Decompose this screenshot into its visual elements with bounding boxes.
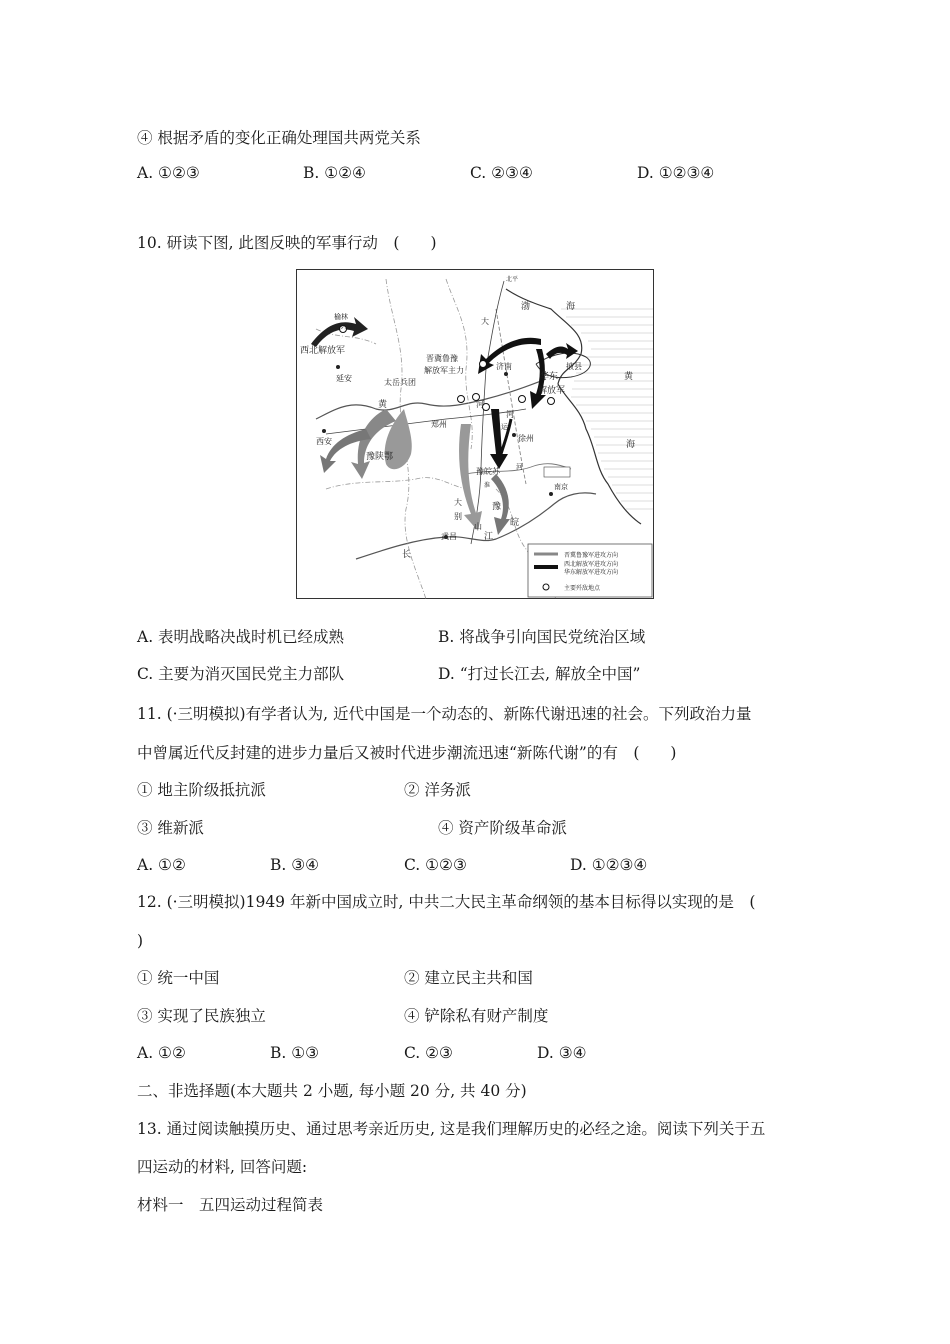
map-place-label: 海 xyxy=(566,302,576,312)
map-place-label: 海 xyxy=(626,440,636,450)
map-place-label: 徐州 xyxy=(518,434,534,443)
map-place-label: 豫 xyxy=(492,502,502,512)
q11-item-3: ③ 维新派 xyxy=(137,819,204,837)
map-place-label: 武昌 xyxy=(441,532,457,541)
map-place-label: 北平 xyxy=(506,276,519,283)
q12-item-2: ② 建立民主共和国 xyxy=(404,969,533,987)
map-place-label: 晋冀鲁豫 xyxy=(426,354,458,363)
map-place-label: 大 xyxy=(454,498,462,507)
q9-option-d[interactable]: D. ①②③④ xyxy=(637,164,715,182)
map-place-label: 延安 xyxy=(336,374,352,383)
legend-label: 主要歼敌地点 xyxy=(564,585,601,592)
map-place-label: 运 xyxy=(501,423,508,431)
legend-swatch-3 xyxy=(543,584,549,590)
map-place-label: 解放军 xyxy=(538,386,566,396)
map-place-label: 江 xyxy=(484,532,494,542)
q11-item-4: ④ 资产阶级革命派 xyxy=(438,819,567,837)
q11-option-d[interactable]: D. ①②③④ xyxy=(570,856,648,874)
map-place-label: 大 xyxy=(481,317,489,326)
q12-option-b[interactable]: B. ①③ xyxy=(270,1044,320,1062)
map-place-label: 华东 xyxy=(540,372,559,382)
map-place-label: 西安 xyxy=(316,437,332,446)
map-place-label: 别 xyxy=(454,512,462,521)
q12-item-1: ① 统一中国 xyxy=(137,969,220,987)
q9-item-4: ④ 根据矛盾的变化正确处理国共两党关系 xyxy=(137,129,421,147)
legend-label: 晋冀鲁豫军进攻方向 xyxy=(564,552,619,559)
map-place-label: 沙家店 xyxy=(338,324,357,331)
map-place-label: 郑州 xyxy=(431,420,447,429)
map-place-label: 淮 xyxy=(484,482,491,489)
q9-option-c[interactable]: C. ②③④ xyxy=(470,164,533,182)
map-place-label: 黄 xyxy=(378,400,388,410)
map-place-label: 皖 xyxy=(510,518,520,528)
map-place-label: 豫皖苏 xyxy=(476,467,500,476)
q10-option-d[interactable]: D. “打过长江去, 解放全中国” xyxy=(438,665,641,683)
legend-label: 华东解放军进攻方向 xyxy=(564,569,619,576)
q12-option-d[interactable]: D. ③④ xyxy=(537,1044,587,1062)
map-place-label: 黄 xyxy=(624,372,634,382)
capital-marker xyxy=(544,467,570,477)
map-place-label: 山 xyxy=(474,522,482,531)
q11-item-1: ① 地主阶级抵抗派 xyxy=(137,781,266,799)
q9-option-a[interactable]: A. ①②③ xyxy=(137,164,200,182)
q12-option-c[interactable]: C. ②③ xyxy=(404,1044,453,1062)
map-place-label: 济南 xyxy=(496,362,512,371)
q12-stem-line1: 12. (·三明模拟)1949 年新中国成立时, 中共二大民主革命纲领的基本目标得以实现的是 ( xyxy=(137,893,756,911)
map-place-label: 榆林 xyxy=(334,313,348,321)
q12-item-4: ④ 铲除私有财产制度 xyxy=(404,1007,549,1025)
q13-stem-line1: 13. 通过阅读触摸历史、通过思考亲近历史, 这是我们理解历史的必经之途。阅读下列关于五 xyxy=(137,1120,766,1138)
q12-option-a[interactable]: A. ①② xyxy=(137,1044,186,1062)
q12-stem-line2: ) xyxy=(137,932,144,950)
q11-item-2: ② 洋务派 xyxy=(404,781,471,799)
q10-option-c[interactable]: C. 主要为消灭国民党主力部队 xyxy=(137,665,345,683)
q10-stem: 10. 研读下图, 此图反映的军事行动 ( ) xyxy=(137,234,437,252)
q11-option-c[interactable]: C. ①②③ xyxy=(404,856,467,874)
map-place-label: 太岳兵团 xyxy=(384,378,416,387)
q12-item-3: ③ 实现了民族独立 xyxy=(137,1007,266,1025)
q11-stem-line1: 11. (·三明模拟)有学者认为, 近代中国是一个动态的、新陈代谢迅速的社会。下列政治力量 xyxy=(137,705,752,723)
q10-option-a[interactable]: A. 表明战略决战时机已经成熟 xyxy=(137,628,345,646)
map-place-label: 河 xyxy=(516,463,523,471)
legend-label: 西北解放军进攻方向 xyxy=(564,561,619,568)
q11-option-a[interactable]: A. ①② xyxy=(137,856,186,874)
map-place-label: 长 xyxy=(402,550,412,560)
map-place-label: 河 xyxy=(506,410,514,419)
q11-option-b[interactable]: B. ③④ xyxy=(270,856,320,874)
q10-option-b[interactable]: B. 将战争引向国民党统治区域 xyxy=(438,628,646,646)
map-place-label: 河 xyxy=(476,400,484,409)
q11-stem-line2: 中曾属近代反封建的进步力量后又被时代进步潮流迅速“新陈代谢”的有 ( ) xyxy=(137,744,677,762)
map-place-label: 渤 xyxy=(521,302,531,312)
q9-option-b[interactable]: B. ①②④ xyxy=(303,164,366,182)
map-place-label: 解放军主力 xyxy=(424,366,464,375)
map-place-label: 南京 xyxy=(554,483,568,491)
military-map xyxy=(296,269,654,599)
map-place-label: 豫陕鄂 xyxy=(366,452,394,462)
q13-stem-line2: 四运动的材料, 回答问题: xyxy=(137,1158,308,1176)
section-heading: 二、非选择题(本大题共 2 小题, 每小题 20 分, 共 40 分) xyxy=(137,1082,527,1100)
q13-material-title: 材料一 五四运动过程简表 xyxy=(137,1196,324,1214)
map-place-label: 西北解放军 xyxy=(300,346,346,356)
map-place-label: 掖县 xyxy=(566,362,582,371)
